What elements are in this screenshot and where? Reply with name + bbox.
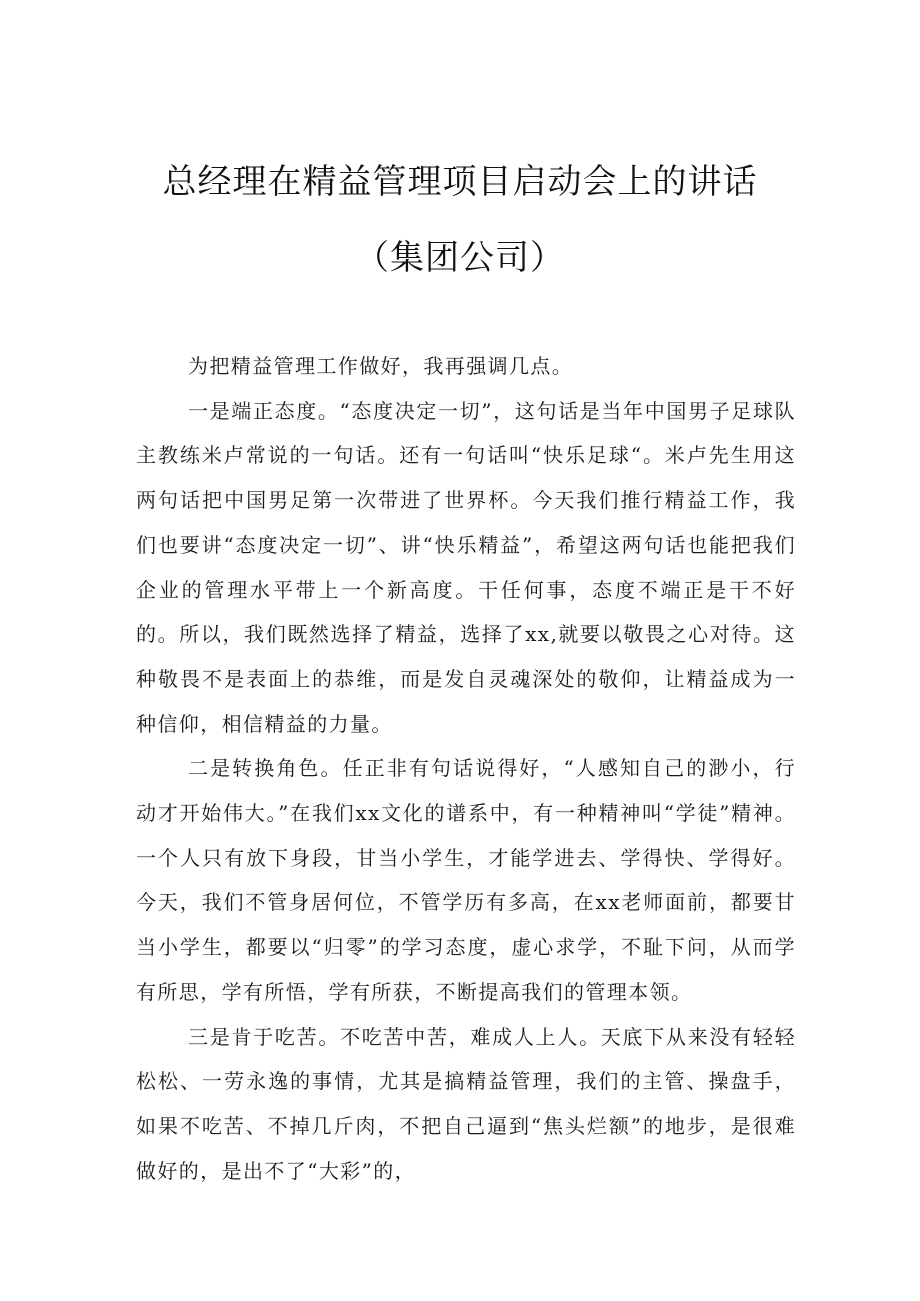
paragraph: 为把精益管理工作做好，我再强调几点。 xyxy=(188,354,574,378)
document-body xyxy=(136,344,796,1193)
paragraph: 一是端正态度。“态度决定一切”，这句话是当年中国男子足球队主教练米卢常说的一句话。还有一句话叫“快乐足球“。米卢先生用这两句话把中国男足第一次带进了世界杯。今天我们推行精益工作，我们也要讲“态度决定一切”、讲“快乐精益”，希望这两句话也能把我们企业的管理水平带上一个新高度。干任何事，态度不端正是干不好的。所以，我们既然选择了精益，选择了xx,就要以敬畏之心对待。这种敬畏不是表面上的恭维，而是发自灵魂深处的敬仰，让精益成为一种信仰，相信精益的力量。 xyxy=(136,398,796,736)
document-subtitle: （集团公司） xyxy=(355,238,565,278)
document-title: 总经理在精益管理项目启动会上的讲话 xyxy=(162,162,758,202)
paragraph: 三是肯于吃苦。不吃苦中苦，难成人上人。天底下从来没有轻轻松松、一劳永逸的事情，尤其是搞精益管理，我们的主管、操盘手，如果不吃苦、不掉几斤肉，不把自己逼到“焦头烂额”的地步，是很难做好的，是出不了“大彩”的， xyxy=(136,1024,796,1183)
paragraph: 二是转换角色。任正非有句话说得好，“人感知自己的渺小，行动才开始伟大。”在我们xx文化的谱系中，有一种精神叫“学徒”精神。一个人只有放下身段，甘当小学生，才能学进去、学得快、学得好。今天，我们不管身居何位，不管学历有多高，在xx老师面前，都要甘当小学生，都要以“归零”的学习态度，虚心求学，不耻下问，从而学有所思，学有所悟，学有所获，不断提高我们的管理本领。 xyxy=(136,756,796,1004)
